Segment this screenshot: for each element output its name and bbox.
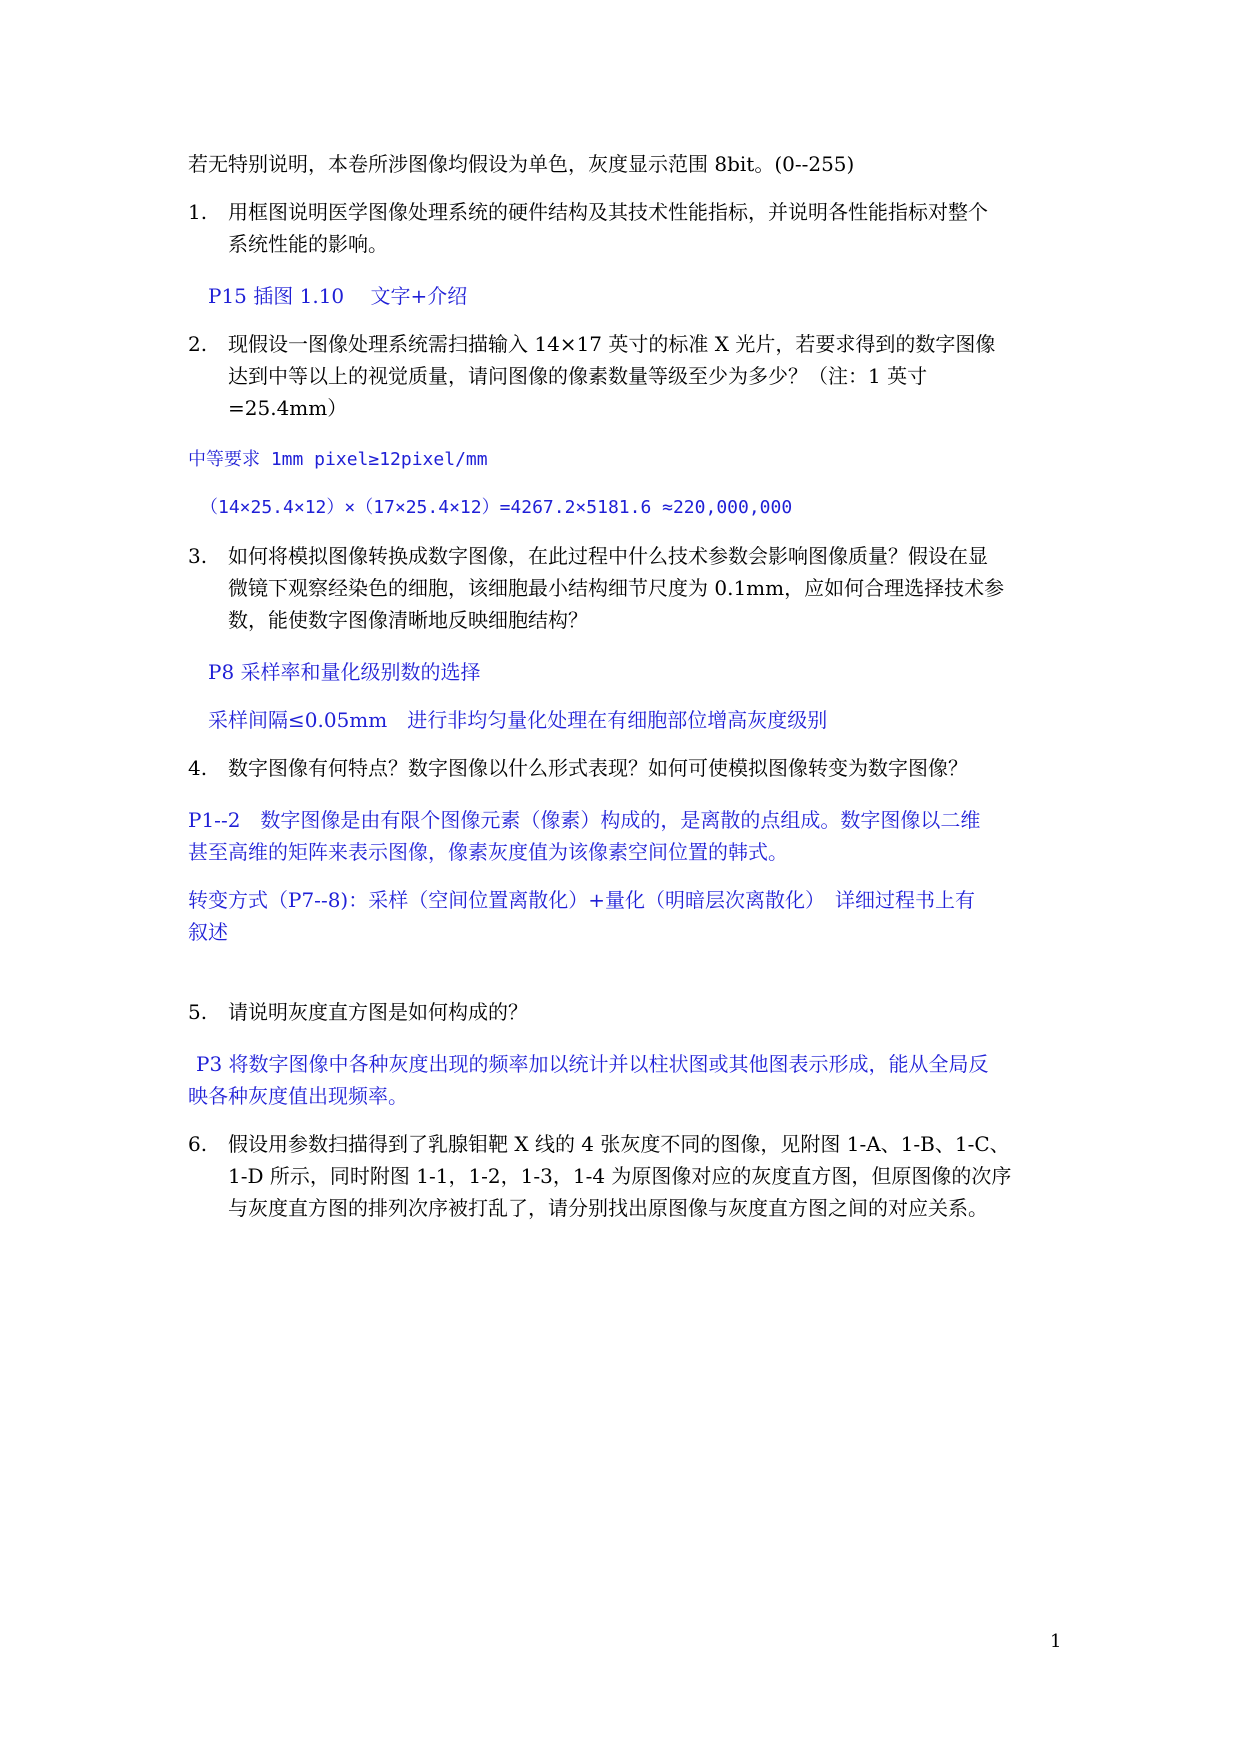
question-3-text-line-1: 如何将模拟图像转换成数字图像，在此过程中什么技术参数会影响图像质量？假设在显 [228,544,988,568]
question-3-text-line-3: 数，能使数字图像清晰地反映细胞结构？ [228,608,588,632]
question-3-number: 3. [188,544,208,568]
intro-text: 若无特别说明，本卷所涉图像均假设为单色，灰度显示范围 8bit。(0--255) [188,152,855,176]
question-1-text-line-2: 系统性能的影响。 [228,232,388,256]
question-6-text-line-3: 与灰度直方图的排列次序被打乱了，请分别找出原图像与灰度直方图之间的对应关系。 [228,1196,988,1220]
question-6-number: 6. [188,1132,208,1156]
question-6-text-line-2: 1-D 所示，同时附图 1-1，1-2，1-3，1-4 为原图像对应的灰度直方图，但原图像的次序 [228,1164,1012,1188]
question-1-answer: P15 插图 1.10 文字+介绍 [208,284,468,308]
question-4-answer-line-1: P1--2 数字图像是由有限个图像元素（像素）构成的，是离散的点组成。数字图像以二维 [188,808,981,832]
question-3-answer-line-2: 采样间隔≤0.05mm 进行非均匀量化处理在有细胞部位增高灰度级别 [208,708,828,732]
question-5-text-line-1: 请说明灰度直方图是如何构成的？ [228,1000,528,1024]
question-2-number: 2. [188,332,208,356]
question-2-text-line-2: 达到中等以上的视觉质量，请问图像的像素数量等级至少为多少？（注：1 英寸 [228,364,928,388]
question-4-answer-line-3: 转变方式（P7--8)：采样（空间位置离散化）+量化（明暗层次离散化） 详细过程书上有 [188,888,975,912]
question-2-answer-line-2: （14×25.4×12）×（17×25.4×12）=4267.2×5181.6 ≈220,000,000 [200,497,793,518]
question-5-answer-line-1: P3 将数字图像中各种灰度出现的频率加以统计并以柱状图或其他图表示形成，能从全局反 [196,1052,989,1076]
question-6-text-line-1: 假设用参数扫描得到了乳腺钼靶 X 线的 4 张灰度不同的图像，见附图 1-A、1-B、1-C、 [228,1132,1010,1156]
page-number: 1 [1050,1631,1062,1652]
question-1-text-line-1: 用框图说明医学图像处理系统的硬件结构及其技术性能指标，并说明各性能指标对整个 [228,200,988,224]
question-3-answer-line-1: P8 采样率和量化级别数的选择 [208,660,481,684]
question-5-number: 5. [188,1000,208,1024]
question-2-answer-line-1: 中等要求 1mm pixel≥12pixel/mm [188,449,488,470]
question-4-number: 4. [188,756,208,780]
question-5-answer-line-2: 映各种灰度值出现频率。 [188,1084,408,1108]
question-1-number: 1. [188,200,208,224]
question-4-answer-line-2: 甚至高维的矩阵来表示图像，像素灰度值为该像素空间位置的韩式。 [188,840,788,864]
question-2-text-line-1: 现假设一图像处理系统需扫描输入 14×17 英寸的标准 X 光片，若要求得到的数字图像 [228,332,996,356]
question-3-text-line-2: 微镜下观察经染色的细胞，该细胞最小结构细节尺度为 0.1mm，应如何合理选择技术参 [228,576,1005,600]
question-4-text-line-1: 数字图像有何特点？数字图像以什么形式表现？如何可使模拟图像转变为数字图像？ [228,756,968,780]
question-2-text-line-3: =25.4mm） [228,396,348,420]
question-4-answer-line-4: 叙述 [188,920,228,944]
